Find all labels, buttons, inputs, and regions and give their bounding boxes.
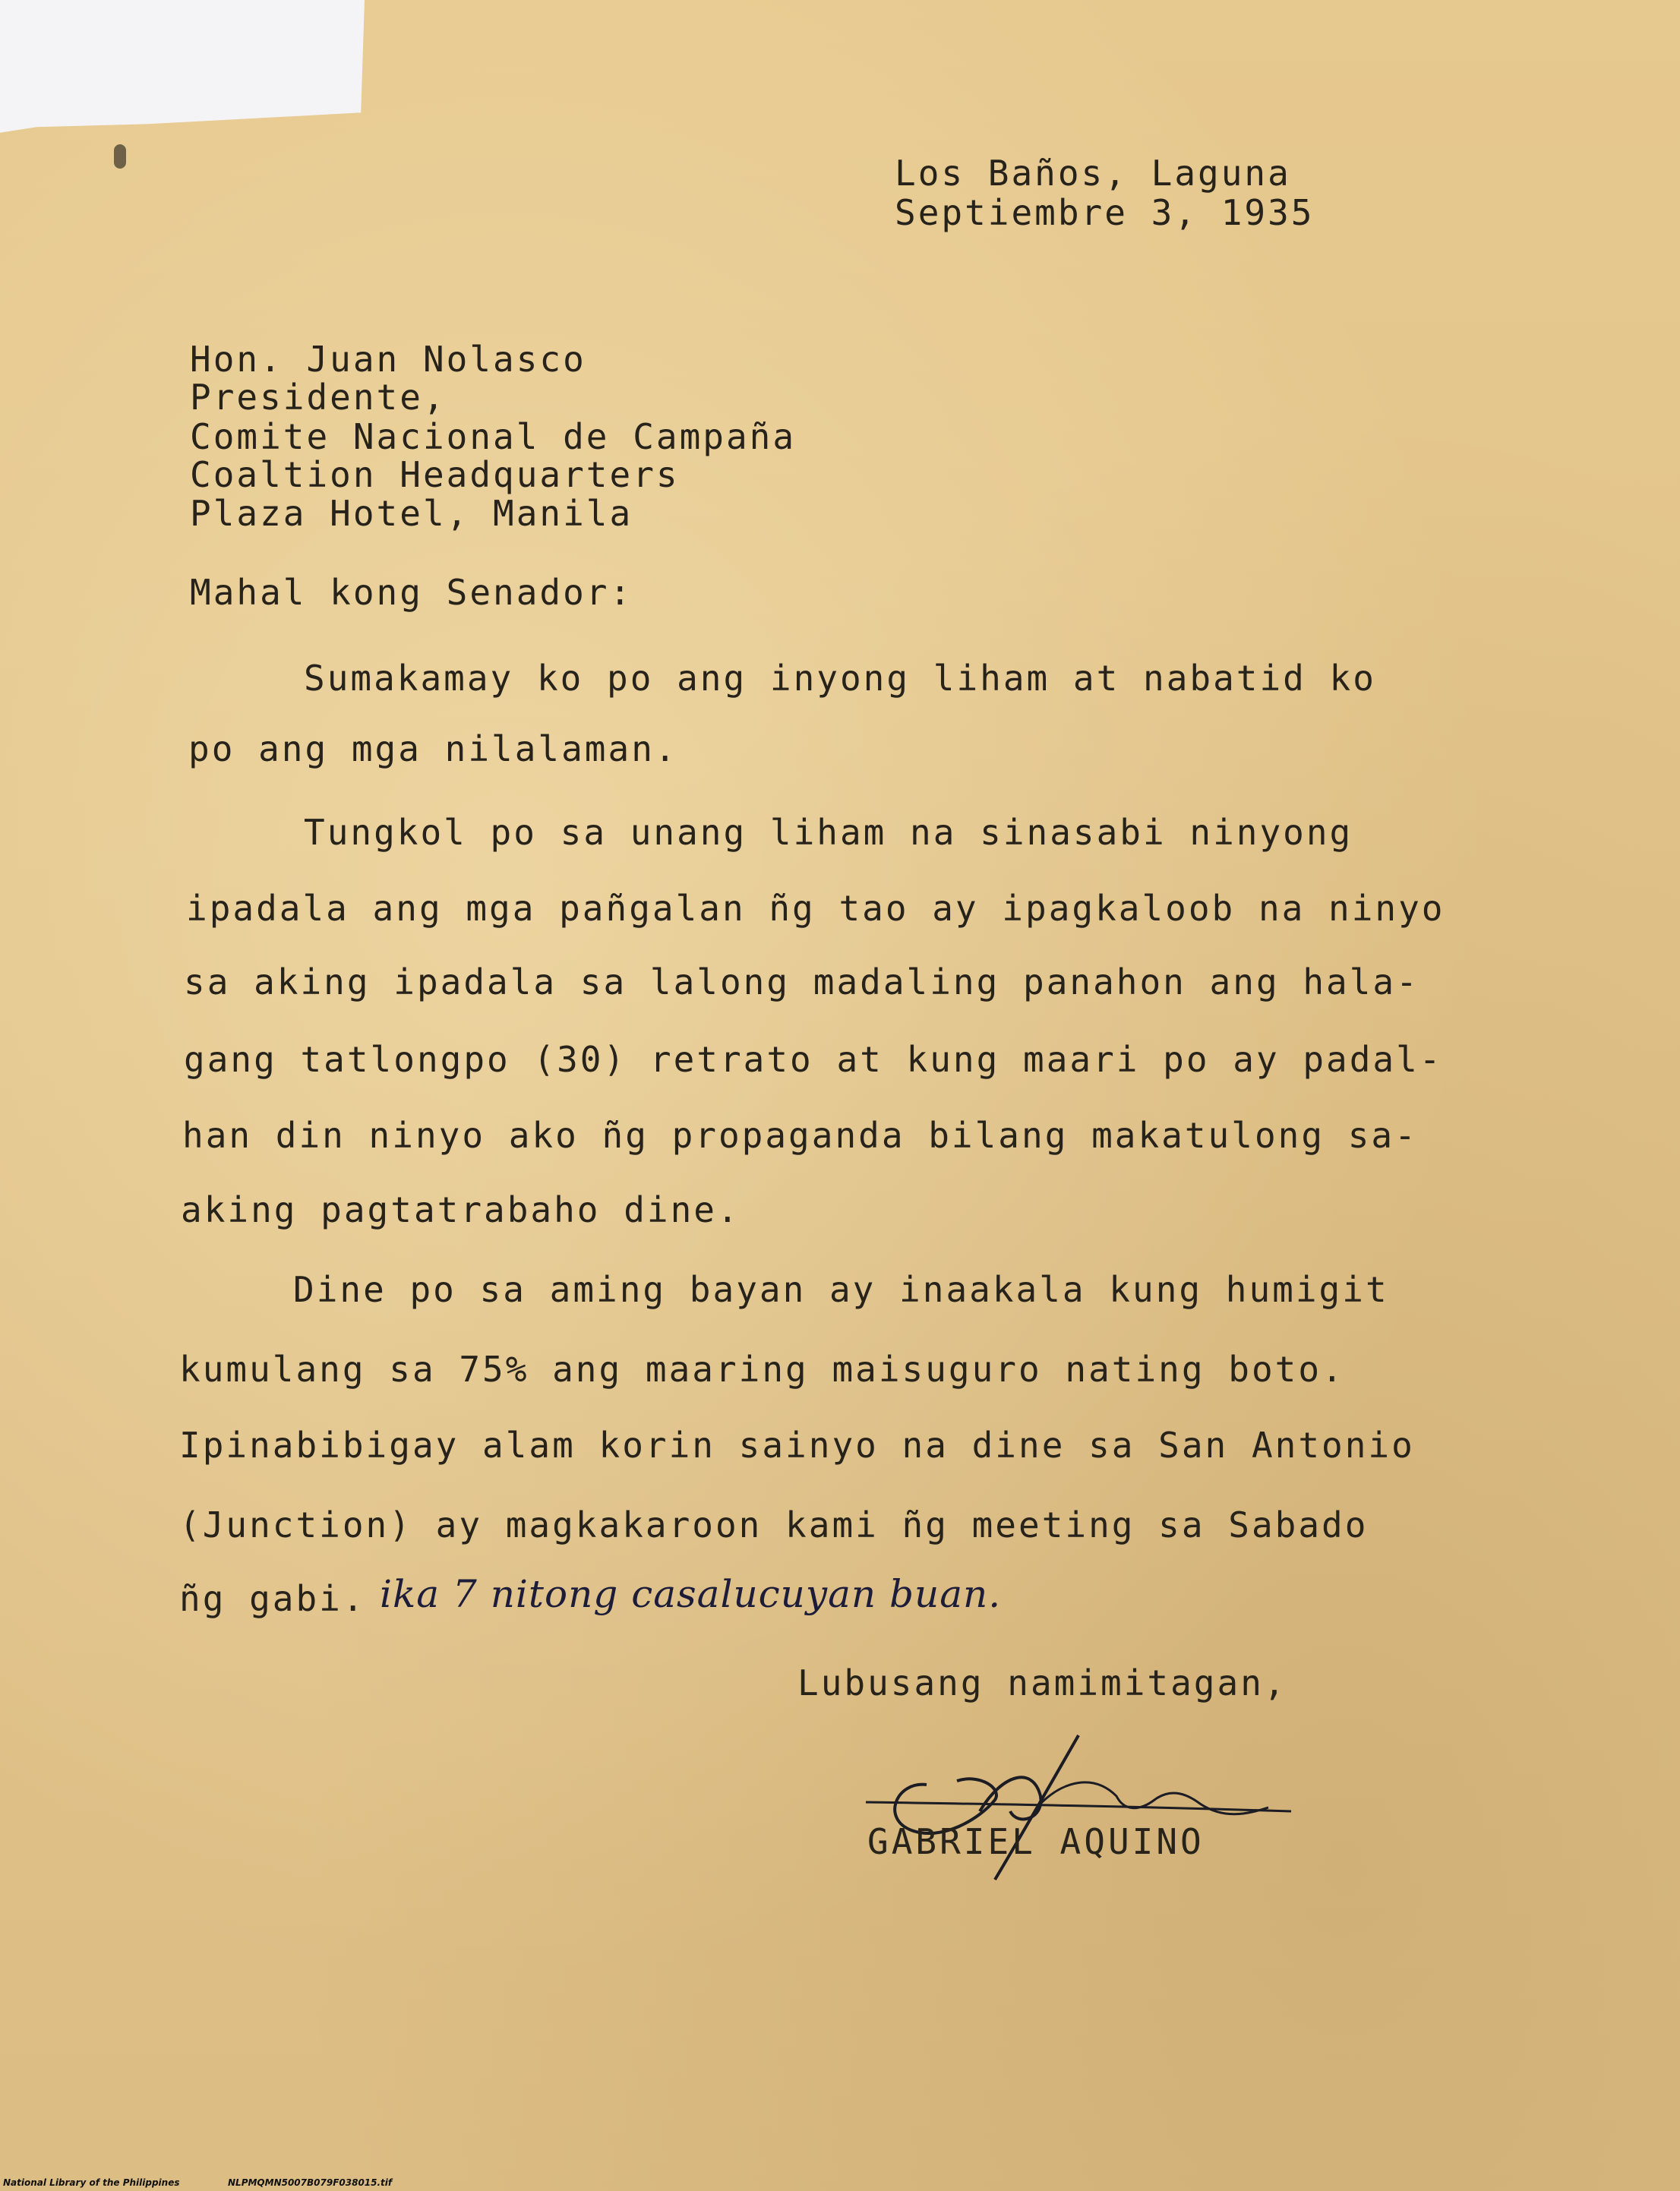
letter-place: Los Baños, Laguna — [895, 153, 1291, 194]
body-line: Ipinabibigay alam korin sainyo na dine sa San Antonio — [179, 1425, 1415, 1466]
body-line: ñg gabi. — [179, 1578, 366, 1619]
body-line: han din ninyo ako ñg propaganda bilang makatulong sa- — [182, 1115, 1418, 1156]
body-line: Tungkol po sa unang liham na sinasabi ninyong — [304, 812, 1353, 853]
addressee-title: Presidente, — [190, 377, 447, 418]
salutation: Mahal kong Senador: — [190, 572, 633, 613]
archive-file-id: NLPMQMN5007B079F038015.tif — [228, 2177, 393, 2188]
signer-name: GABRIEL AQUINO — [867, 1821, 1205, 1862]
addressee-name: Hon. Juan Nolasco — [190, 339, 586, 380]
body-line: (Junction) ay magkakaroon kami ñg meeting sa Sabado — [179, 1504, 1369, 1545]
body-line: aking pagtatrabaho dine. — [181, 1189, 741, 1230]
body-line: sa aking ipadala sa lalong madaling panahon ang hala- — [184, 961, 1419, 1002]
closing: Lubusang namimitagan, — [797, 1662, 1287, 1703]
paper-stain — [114, 144, 126, 169]
body-line: Sumakamay ko po ang inyong liham at nabatid ko — [304, 658, 1376, 699]
body-line: gang tatlongpo (30) retrato at kung maari po ay padal- — [184, 1039, 1443, 1080]
body-line: Dine po sa aming bayan ay inaakala kung humigit — [293, 1269, 1389, 1310]
handwritten-note: ika 7 nitong casalucuyan buan. — [380, 1572, 1002, 1616]
letter-date: Septiembre 3, 1935 — [895, 192, 1315, 233]
body-line: po ang mga nilalaman. — [188, 728, 678, 769]
addressee-organization: Comite Nacional de Campaña — [190, 416, 797, 457]
torn-corner — [0, 0, 365, 144]
addressee-headquarters: Coaltion Headquarters — [190, 454, 680, 495]
handwritten-signature — [866, 1728, 1322, 1895]
addressee-location: Plaza Hotel, Manila — [190, 493, 633, 534]
body-line: kumulang sa 75% ang maaring maisuguro nating boto. — [179, 1349, 1345, 1390]
archive-credit: National Library of the Philippines — [3, 2177, 180, 2188]
body-line: ipadala ang mga pañgalan ñg tao ay ipagkaloob na ninyo — [186, 888, 1445, 929]
